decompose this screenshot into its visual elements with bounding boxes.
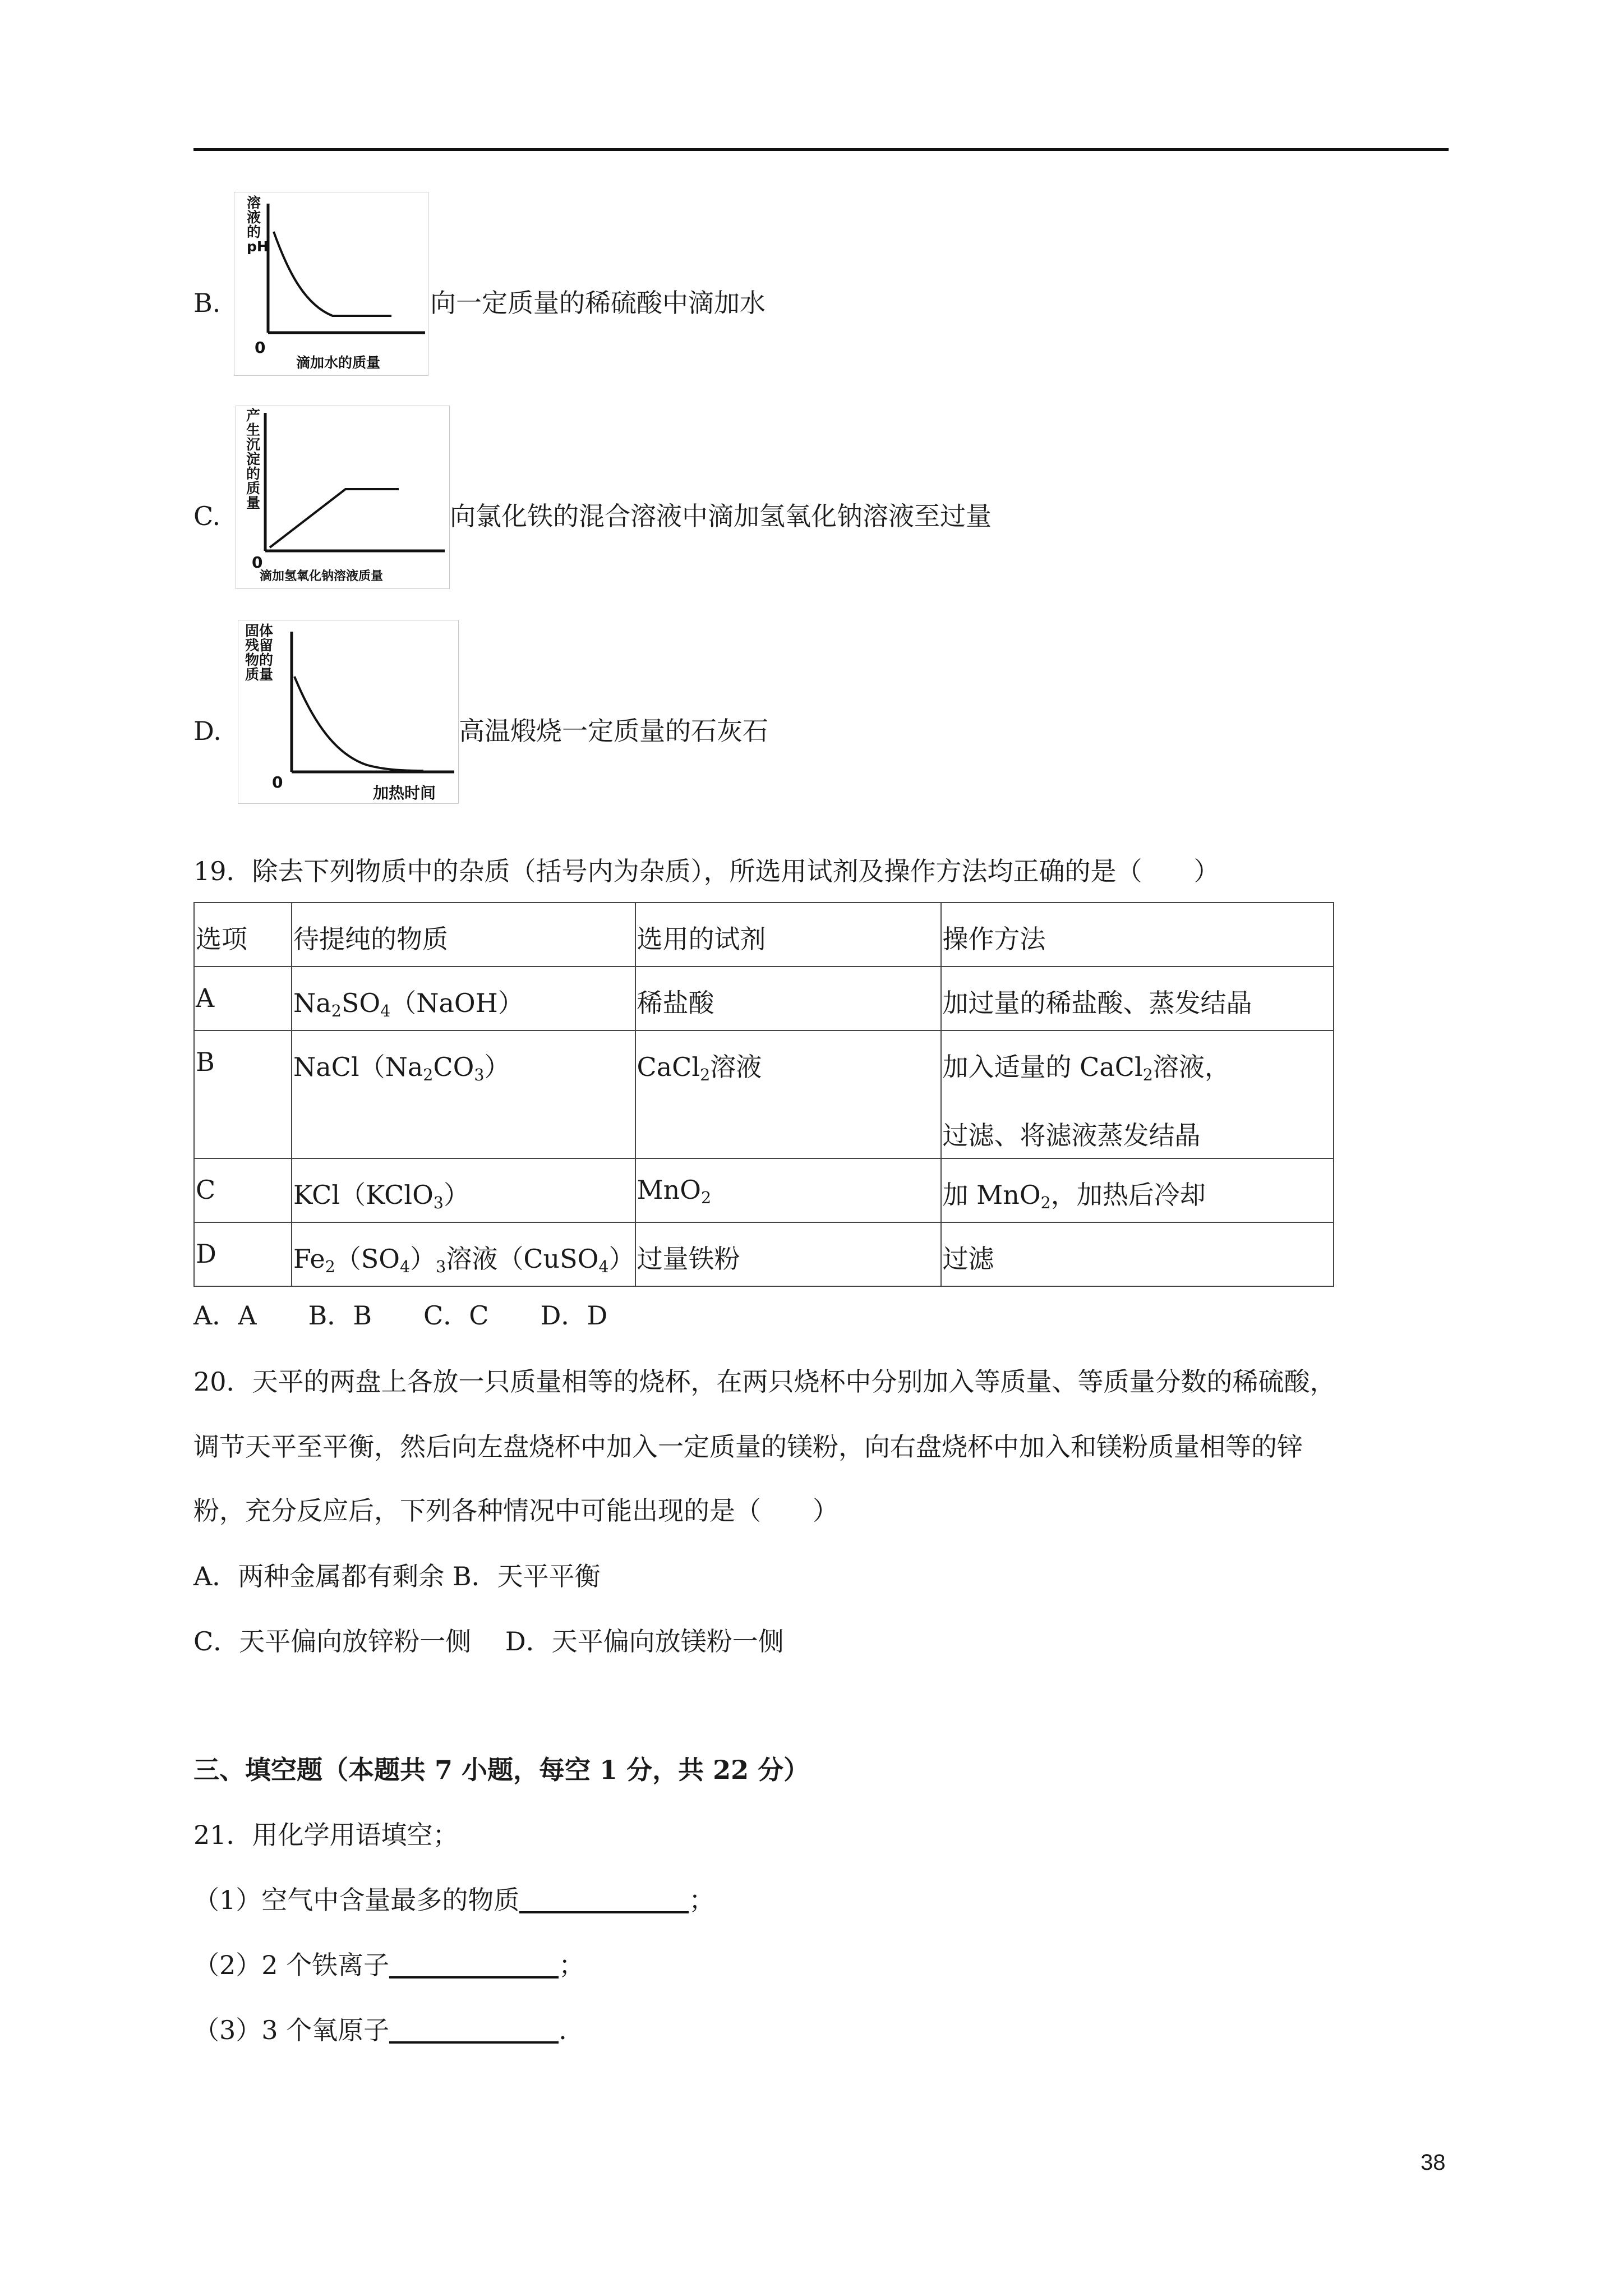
option-b-graph: [234, 192, 428, 376]
page-number: 38: [1421, 2150, 1446, 2175]
table-row: [194, 1222, 1334, 1286]
row-c-substance: KCl（KClO$_3$）: [292, 1158, 635, 1222]
table-row: [194, 967, 1334, 1030]
option-b-y-label: 溶 液 的 pH: [247, 195, 269, 255]
row-c-option: C: [194, 1158, 292, 1222]
row-d-method: 过滤: [941, 1222, 1334, 1286]
table-header-cell: 选项: [194, 903, 292, 967]
q19-answer-choices: A．A B．B C．C D．D: [193, 1300, 608, 1331]
q21-item-3: （3）3 个氧原子 .: [193, 2015, 567, 2045]
row-b-method: 加入适量的 CaCl$_2$溶液， 过滤、将滤液蒸发结晶: [941, 1030, 1334, 1158]
option-c-graph: [236, 406, 450, 589]
option-c-curve: [270, 489, 399, 547]
q20-choices-ab: A．两种金属都有剩余 B．天平平衡: [193, 1561, 601, 1591]
row-a-substance: $Na_2SO_4(NaOH)$: [292, 967, 635, 1030]
option-d-origin: 0: [272, 773, 283, 792]
table-header-cell: 操作方法: [941, 903, 1334, 967]
option-d-graph: [238, 620, 459, 804]
option-d-x-label: 加热时间: [373, 784, 436, 802]
row-b-substance: $NaCl(Na_2CO_3)$: [292, 1030, 635, 1158]
option-c-letter: C.: [193, 501, 221, 531]
answer-blank[interactable]: [519, 1889, 689, 1913]
option-d-plot: [238, 620, 458, 803]
q21-item-1: （1）空气中含量最多的物质 ；: [193, 1885, 715, 1915]
q20-line-3: 粉，充分反应后，下列各种情况中可能出现的是（ ）: [193, 1496, 838, 1526]
row-a-method: 加过量的稀盐酸、蒸发结晶: [941, 967, 1334, 1030]
q21-item-2: （2）2 个铁离子 ；: [193, 1950, 585, 1980]
option-d-curve: [294, 677, 423, 771]
row-b-option: B: [194, 1030, 292, 1158]
table-header-cell: 选用的试剂: [635, 903, 941, 967]
answer-blank[interactable]: [389, 2019, 559, 2044]
row-d-substance: $Fe_2(SO_4)_3$溶液（CuSO$_4$）: [292, 1222, 635, 1286]
option-c-origin: 0: [252, 553, 263, 572]
row-d-reagent: 过量铁粉: [635, 1222, 941, 1286]
q21-stem: 21．用化学用语填空；: [193, 1820, 459, 1850]
option-d-description: 高温煅烧一定质量的石灰石: [459, 716, 768, 746]
option-c-y-label: 产 生 沉 淀 的 质 量: [246, 407, 261, 511]
option-d-letter: D.: [193, 716, 222, 746]
header-rule: [193, 148, 1449, 151]
option-c-plot: [236, 406, 449, 588]
table-header-row: [194, 903, 1334, 967]
q19-table: [193, 902, 1334, 1287]
table-header-cell: 待提纯的物质: [292, 903, 635, 967]
option-b-curve: [274, 232, 391, 316]
answer-blank[interactable]: [389, 1954, 559, 1978]
table-row: [194, 1158, 1334, 1222]
section-heading: 三、填空题（本题共 7 小题，每空 1 分，共 22 分）: [193, 1755, 810, 1785]
option-d-y-label: 固体 残留 物的 质量: [245, 623, 274, 683]
row-b-reagent: CaCl$_2$溶液: [635, 1030, 941, 1158]
option-b-x-label: 滴加水的质量: [296, 355, 381, 371]
option-b-origin: 0: [255, 338, 266, 357]
row-c-method: 加 MnO$_2$，加热后冷却: [941, 1158, 1334, 1222]
row-d-option: D: [194, 1222, 292, 1286]
option-c-description: 向氯化铁的混合溶液中滴加氢氧化钠溶液至过量: [450, 501, 992, 531]
q19-stem: 19．除去下列物质中的杂质（括号内为杂质），所选用试剂及操作方法均正确的是（ ）: [193, 856, 1220, 886]
row-c-reagent: MnO$_2$: [635, 1158, 941, 1222]
option-c-x-label: 滴加氢氧化钠溶液质量: [260, 569, 384, 583]
row-a-reagent: 稀盐酸: [635, 967, 941, 1030]
q20-line-2: 调节天平至平衡，然后向左盘烧杯中加入一定质量的镁粉，向右盘烧杯中加入和镁粉质量相等的锌: [193, 1432, 1303, 1462]
option-b-description: 向一定质量的稀硫酸中滴加水: [430, 288, 766, 318]
row-a-option: A: [194, 967, 292, 1030]
table-row: [194, 1030, 1334, 1158]
q20-choices-cd: C．天平偏向放锌粉一侧 D．天平偏向放镁粉一侧: [193, 1626, 784, 1657]
q20-line-1: 20．天平的两盘上各放一只质量相等的烧杯，在两只烧杯中分别加入等质量、等质量分数的稀硫酸，: [193, 1366, 1336, 1397]
option-b-letter: B.: [193, 288, 221, 318]
